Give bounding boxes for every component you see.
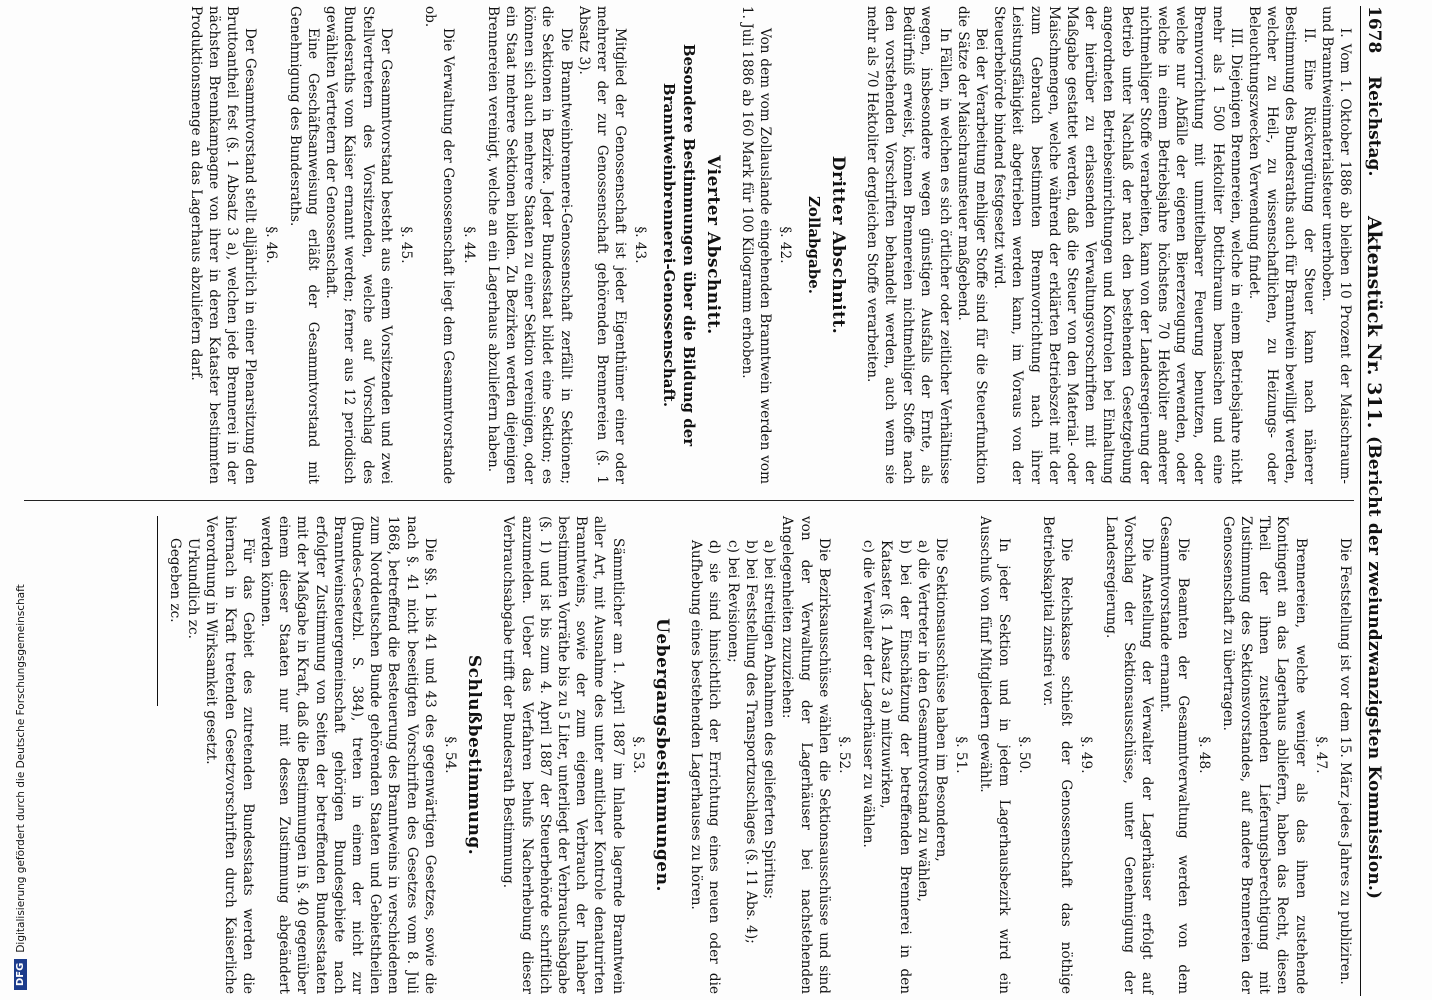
paragraph: Mitglied der Genossenschaft ist jeder Eigenthümer einer oder mehrerer der zur Genossenschaft gehörenden Brennereien (§. 1 Absatz 3). [575,6,629,484]
paragraph: Die Bezirksausschüsse wählen die Sektionsausschüsse und sind von der Verwaltung der Lagerhäuser bei nachstehenden Angelegenheiten zuzuziehen: [779,516,832,994]
section-heading: Uebergangsbestimmungen. [652,618,673,892]
section-subheading: Zollabgabe. [805,195,824,295]
list-item: c) die Verwalter der Lagerhäuser zu wählen. [860,540,877,848]
section-number: §. 44. [460,226,477,264]
right-column [157,516,1354,994]
paragraph: Die Feststellung ist vor dem 15. März jedes Jahres zu publiziren. [1337,538,1353,985]
paragraph: II. Eine Rückvergütung der Steuer kann nach näherer Bestimmung des Bundesraths auch für Branntwein bewilligt werden, welcher zu Heil-, zu wissenschaftlichen, zu Heizungs- oder Beleuchtungszwecken Verwendung findet. [1245,6,1317,484]
paragraph: Der Gesammtvorstand stellt alljährlich in einer Plenarsitzung den Bruttoantheil fest (§. 1 Absatz 3 a), welchen jede Brennerei in der nächsten Brennkampagne von ihrer in deren Kataster bestimmten Produktionsmenge an das Lagerhaus abzuliefern darf. [187,6,259,484]
header-title: (Bericht der zweiundzwanzigsten Kommission.) [1364,436,1385,900]
running-header [1360,6,1400,996]
list-item: c) bei Revisionen; [724,540,741,663]
paragraph: Für das Gebiet des zutretenden Bundesstaats werden die hiernach in Kraft tretenden Gesetzvorschriften durch Kaiserliche Verordnung in Wirksamkeit gesetzt. [203,516,256,994]
paragraph: Brennereien, welche weniger als das ihnen zustehende Kontingent an das Lagerhaus abliefern, haben das Recht, diesen Theil der ihnen zustehenden Lieferungsberechtigung mit Zustimmung des Sektionsvorstandes, auf andere Brennereien der Genossenschaft zu übertragen. [1219,516,1309,994]
header-document-number: Aktenstück Nr. 311. [1363,216,1386,429]
list-item: a) bei streitigen Abnahmen des gelieferten Spiritus; [761,540,778,899]
paragraph: Eine Geschäftsanweisung erläßt der Gesammtvorstand mit Genehmigung des Bundesraths. [286,6,322,484]
paragraph: Bei der Verarbeitung mehliger Stoffe sind für die Steuerfunktion die Sätze der Maischraumsteuer maßgebend. [954,6,989,484]
header-reichstag: Reichstag. [1364,76,1385,177]
section-subheading: Besondere Bestimmungen über die Bildung der Branntweinbrennerei-Genossenschaft. [660,43,699,447]
section-number: §. 53. [629,736,646,774]
dfg-logo: DFG [14,959,27,990]
section-heading: Dritter Abschnitt. [827,155,848,335]
digitization-note [14,584,27,990]
left-column [187,6,1354,484]
paragraph: In jeder Sektion und in jedem Lagerhausbezirk wird ein Ausschuß von fünf Mitgliedern gewählt. [977,516,1012,994]
section-number: §. 50. [1015,736,1032,774]
section-heading: Vierter Abschnitt. [702,155,723,335]
section-number: §. 52. [835,736,852,774]
section-number: §. 45. [398,226,415,264]
section-number: §. 47. [1312,736,1329,774]
paragraph: III. Diejenigen Brennereien, welche in einem Betriebsjahre nicht mehr als 1 500 Hektoliter Bottichraum bemaischen und eine Brennvorrichtung mit unmittelbarer Feuerung benutzen, oder welche nur Abfälle der eigenen Biererzeugung verwenden, oder welche in einem Betriebsjahre höchstens 70 Hektoliter anderer nichtmehliger Stoffe verarbeiten, kann von der Landesregierung der Betrieb unter Nachlaß der nach den bestehenden Gesetzgebung angeordneten Betriebseinrichtungen und Kontrolen bei Einhaltung der hierüber zu erlassenden Verwaltungsvorschriften mit der Maßgabe gestattet werden, daß die Steuer von den Material- oder Maischmengen, welche während der erklärten Betriebszeit mit der zum Gebrauch bestimmten Brennvorrichtung nach ihrer Leistungsfähigkeit abgetrieben werden kann, im Voraus von der Steuerbehörde bindend festgesetzt wird. [991,6,1244,484]
paragraph: I. Vom 1. Oktober 1886 ab bleiben 10 Prozent der Maischraum- und Branntweinmaterialsteuer unerhoben. [1318,6,1353,484]
list-item: d) sie sind hinsichtlich der Errichtung eines neuen oder die Aufhebung eines bestehenden Lagerhauses zu hören. [688,540,723,994]
paragraph: Gegeben zc. [167,538,184,623]
section-number: §. 43. [632,226,649,264]
section-number: §. 49. [1078,736,1095,774]
paragraph: Der Gesammtvorstand besteht aus einem Vorsitzenden und zwei Stellvertretern des Vorsitzenden, welche auf Vorschlag des Bundesraths vom Kaiser ernannt werden; ferner aus 12 periodisch gewählten Vertretern der Genossenschaft. [323,6,394,484]
section-number: §. 51. [953,736,970,774]
section-number: §. 42. [777,226,794,264]
digitization-note-text: Digitalisierung gefördert durch die Deutsche Forschungsgemeinschaft [14,584,27,953]
paragraph: Sämmtlicher am 1. April 1887 im Inlande lagernde Branntwein aller Art, mit Ausnahme des unter amtlicher Kontrole denaturirten Branntweins, sowie der zum eigenen Verbrauch der Inhaber bestimmten Vorräthe bis zu 5 Liter, unterliegt der Verbrauchsabgabe (§. 1) und ist bis zum 4. April 1887 der Steuerbehörde schriftlich anzumelden. Ueber das Verfahren behufs Nacherhebung dieser Verbrauchsabgabe trifft der Bundesrath Bestimmung. [500,516,626,994]
section-number: §. 54. [442,736,459,774]
section-number: §. 48. [1195,736,1212,774]
paragraph: In Fällen, in welchen es sich örtlicher oder zeitlicher Verhältnisse wegen, insbesondere wegen günstigen Ausfalls der Ernte, als Bedürfniß erweist, können Brennereien nichtmehliger Stoffe nach den vorstehenden Vorschriften behandelt werden, auch wenn sie mehr als 70 Hektoliter dergleichen Stoffe verarbeiten. [863,6,953,484]
section-number: §. 46. [262,226,279,264]
paragraph: Die Beamten der Gesammtverwaltung werden von dem Gesammtvorstande ernannt. [1157,516,1192,994]
paragraph: Die Reichskasse schießt der Genossenschaft das nöthige Betriebskapital zinsfrei vor. [1039,516,1075,994]
paragraph: Die §§. 1 bis 41 und 43 des gegenwärtigen Gesetzes, sowie die nach §. 41 nicht beseitigten Vorschriften des Gesetzes vom 8. Juli 1868, betreffend die Besteuerung des Branntweins in verschiedenen zum Norddeutschen Bunde gehörenden Staaten und Gebietstheilen (Bundes-Gesetzbl. S. 384), treten in einem der nicht zur Branntweinsteuergemeinschaft gehörigen Bundesgebiete nach erfolgter Zustimmung von Seiten der betreffenden Bundesstaaten mit der Maßgabe in Kraft, daß die Bestimmungen in §. 40 gegenüber einem dieser Staaten nur mit dessen Zustimmung abgeändert werden können. [258,516,438,994]
paragraph: Die Sektionsausschüsse haben im Besonderen, [932,538,949,862]
section-heading: Schlußbestimmung. [464,654,485,856]
list-item: a) die Vertreter in den Gesammtvorstand zu wählen, [914,540,931,902]
page-number: 1678 [1364,6,1385,54]
paragraph: Die Verwaltung der Genossenschaft liegt dem Gesammtvorstande ob. [422,6,457,484]
rotated-document-page [5,6,1400,996]
paragraph: Die Branntweinbrennerei-Genossenschaft zerfällt in Sektionen; die Sektionen in Bezirke. Jeder Bundesstaat bildet eine Sektion; es können sich auch mehrere Staaten zu einer Sektion vereinigen, oder ein Staat mehrere Sektionen bilden. Zu Bezirken werden diejenigen Brennereien vereinigt, welche an ein Lagerhaus abzuliefern haben. [484,6,574,484]
list-item: b) bei Feststellung des Transportzuschlages (§. 11 Abs. 4); [742,540,759,944]
paragraph: Von dem vom Zollauslande eingehenden Branntwein werden vom 1. Juli 1886 ab 160 Mark für 100 Kilogramm erhoben. [738,6,774,484]
closing-rule [157,516,158,706]
column-divider [24,500,1354,501]
paragraph: Urkundlich zc. [185,538,202,639]
list-item: b) bei der Einschätzung der betreffenden Brennerei in den Kataster (§. 1 Absatz 3 a) mitzuwirken, [878,540,913,994]
paragraph: Die Anstellung der Verwalter der Lagerhäuser erfolgt auf Vorschlag der Sektionsausschüsse, unter Genehmigung der Landesregierung. [1102,516,1155,994]
